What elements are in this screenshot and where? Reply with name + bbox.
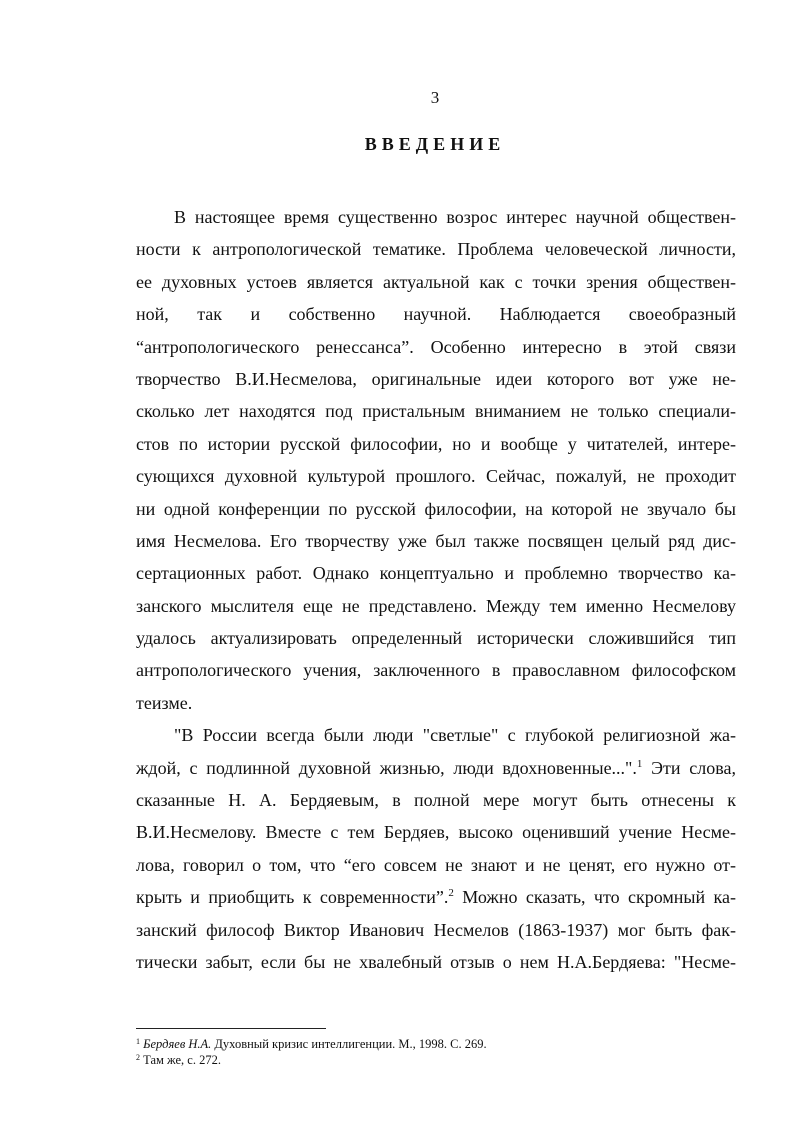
text-line: сколько лет находятся под пристальным вниманием не только специали- (136, 401, 736, 422)
text-fragment: крыть и приобщить к современности”. (136, 887, 449, 908)
footnote-author: Бердяев Н.А. (143, 1037, 212, 1051)
text-fragment: Эти слова, (642, 757, 736, 778)
text-line: занский философ Виктор Иванович Несмелов (1863-1937) мог быть фак- (136, 919, 736, 940)
text-line: сертационных работ. Однако концептуально и проблемно творчество ка- (136, 563, 736, 584)
text-line: В.И.Несмелову. Вместе с тем Бердяев, высоко оценивший учение Несме- (136, 822, 736, 843)
text-line: В настоящее время существенно возрос интерес научной обществен- (174, 207, 736, 227)
footnote-reference[interactable]: 2 (448, 887, 454, 900)
text-line: ности к антропологической тематике. Проблема человеческой личности, (136, 239, 736, 260)
text-line: ной, так и собственно научной. Наблюдается своеобразный (136, 304, 736, 325)
footnote-mark: 1 (136, 1037, 140, 1046)
footnote-reference[interactable]: 1 (636, 757, 643, 770)
text-line: “антропологического ренессанса”. Особенно интересно в этой связи (136, 336, 736, 357)
text-line (136, 752, 736, 784)
text-fragment: Можно сказать, что скромный ка- (453, 887, 736, 908)
text-line: имя Несмелова. Его творчеству уже был также посвящен целый ряд дис- (136, 530, 736, 551)
text-line (136, 881, 736, 913)
footnotes (136, 1036, 736, 1068)
page-number: 3 (430, 88, 440, 107)
footnote-divider (136, 1028, 326, 1029)
text-line: стов по истории русской философии, но и вообще у читателей, интере- (136, 433, 736, 454)
footnote-text: Духовный кризис интеллигенции. М., 1998. С. 269. (211, 1037, 487, 1051)
text-line: творчество В.И.Несмелова, оригинальные идеи которого вот уже не- (136, 368, 736, 389)
text-line: лова, говорил о том, что “его совсем не знают и не ценят, его нужно от- (136, 854, 736, 875)
text-line: "В России всегда были люди "светлые" с глубокой религиозной жа- (174, 725, 736, 746)
text-line: антропологического учения, заключенного в православном философском (136, 660, 736, 681)
text-line: ни одной конференции по русской философии, на которой не звучало бы (136, 498, 736, 519)
text-line: сказанные Н. А. Бердяевым, в полной мере могут быть отнесены к (136, 790, 736, 811)
footnote-text: Там же, с. 272. (143, 1053, 221, 1067)
text-line: тически забыт, если бы не хвалебный отзыв о нем Н.А.Бердяева: "Несме- (136, 951, 736, 972)
footnote (136, 1036, 736, 1052)
text-line: ее духовных устоев является актуальной как с точки зрения обществен- (136, 271, 736, 292)
text-line: занского мыслителя еще не представлено. Между тем именно Несмелову (136, 595, 736, 616)
text-line: теизме. (136, 692, 193, 713)
section-heading: ВВЕДЕНИЕ (364, 134, 506, 154)
footnote-mark: 2 (136, 1053, 140, 1062)
text-line: удалось актуализировать определенный исторически сложившийся тип (136, 628, 736, 649)
body-text (136, 201, 736, 978)
text-line: сующихся духовной культурой прошлого. Сейчас, пожалуй, не проходит (136, 466, 736, 487)
footnote (136, 1052, 736, 1068)
text-fragment: ждой, с подлинной духовной жизнью, люди вдохновенные...". (136, 757, 637, 778)
